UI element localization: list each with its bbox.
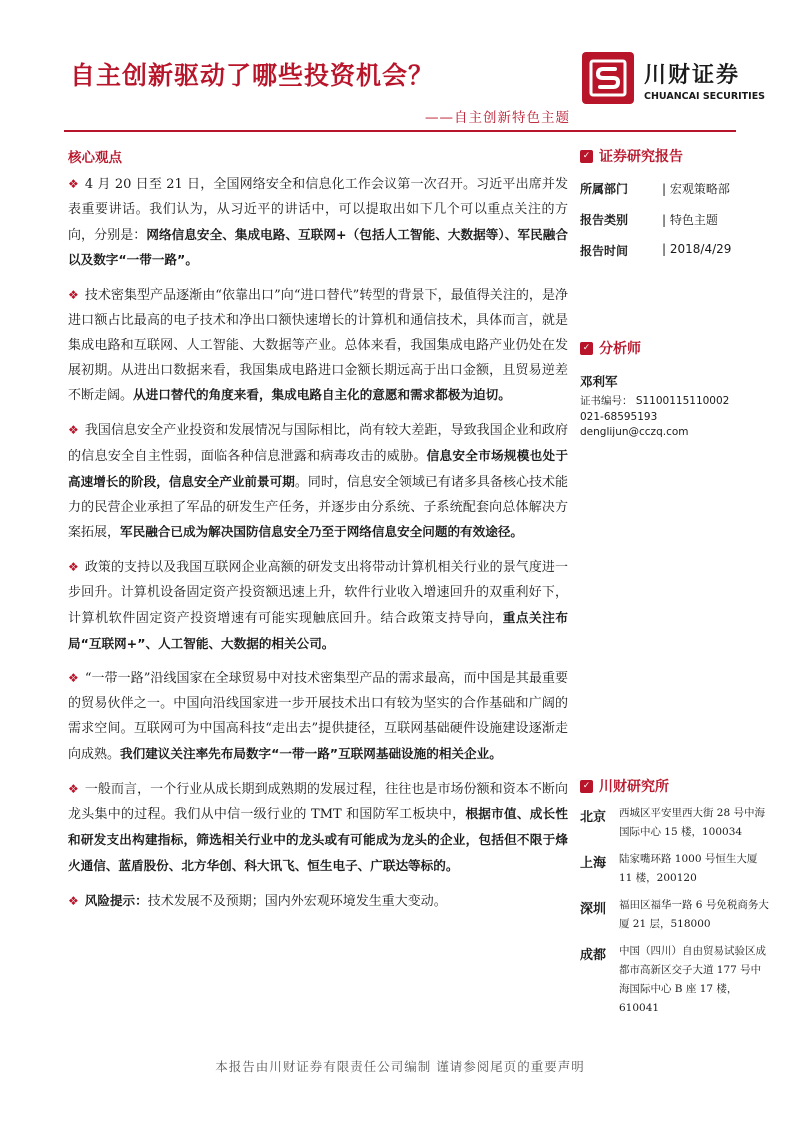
office-address: 陆家嘴环路 1000 号恒生大厦 11 楼，200120 bbox=[618, 853, 758, 884]
viewpoint-paragraph bbox=[68, 555, 568, 657]
info-value: | 特色主题 bbox=[662, 213, 718, 227]
info-value: | 宏观策略部 bbox=[662, 182, 730, 196]
report-title: 自主创新驱动了哪些投资机会？ bbox=[70, 61, 435, 90]
analyst-email[interactable]: denglijun@cczq.com bbox=[580, 426, 689, 438]
office-address: 福田区福华一路 6 号免税商务大厦 21 层，518000 bbox=[618, 899, 769, 930]
paragraph-emphasis: 重点关注布局“互联网+”、人工智能、大数据的相关公司 bbox=[68, 609, 568, 651]
paragraph-emphasis: 根据市值、成长性和研发支出构建指标，筛选相关行业中的龙头或有可能成为龙头的企业，包括但不限于烽火通信、蓝盾股份、北方华创、科大讯飞、恒生电子、广联达等标的 bbox=[68, 806, 569, 873]
analyst-panel bbox=[580, 338, 740, 438]
report-subtitle: ——自主创新特色主题 bbox=[425, 110, 570, 126]
risk-label: 风险提示： bbox=[84, 892, 148, 908]
info-key: 所属部门 bbox=[580, 182, 629, 196]
logo-name-en: CHUANCAI SECURITIES bbox=[644, 91, 766, 102]
report-info-title: 证券研究报告 bbox=[599, 149, 683, 165]
analyst-phone: 021-68595193 bbox=[580, 411, 658, 423]
paragraph-emphasis: 信息安全市场规模也处于高速增长的阶段，信息安全产业前景可期 bbox=[68, 447, 568, 489]
company-logo bbox=[582, 52, 772, 112]
viewpoint-paragraph bbox=[68, 777, 568, 880]
diamond-bullet-icon: ❖ bbox=[68, 560, 79, 575]
checkmark-box-icon: ✓ bbox=[580, 780, 593, 793]
diamond-bullet-icon: ❖ bbox=[68, 781, 79, 796]
info-row-date bbox=[580, 242, 740, 259]
info-value: | 2018/4/29 bbox=[662, 242, 732, 256]
institute-panel bbox=[580, 776, 770, 1018]
diamond-bullet-icon: ❖ bbox=[68, 893, 79, 908]
info-key: 报告时间 bbox=[580, 244, 629, 258]
office-city: 上海 bbox=[580, 856, 607, 871]
paragraph-text: 。 bbox=[321, 635, 335, 651]
office-shanghai bbox=[580, 850, 770, 888]
header-rule bbox=[64, 130, 736, 132]
checkmark-box-icon: ✓ bbox=[580, 150, 593, 163]
institute-title: 川财研究所 bbox=[599, 779, 669, 795]
analyst-name: 邓利军 bbox=[580, 374, 618, 389]
paragraph-text: 。 bbox=[489, 745, 502, 761]
info-key: 报告类别 bbox=[580, 213, 629, 227]
diamond-bullet-icon: ❖ bbox=[68, 177, 79, 191]
paragraph-text: 我国信息安全产业投资和发展情况与国际相比，尚有较大差距，导致我国企业和政府的信息安全自主性弱，面临各种信息泄露和病毒攻击的威胁。 bbox=[68, 423, 568, 464]
info-row-department bbox=[580, 180, 740, 197]
analyst-heading bbox=[580, 338, 740, 358]
info-row-category bbox=[580, 211, 740, 228]
viewpoint-paragraph bbox=[68, 666, 568, 767]
paragraph-emphasis: 军民融合已成为解决国防信息安全乃至于网络信息安全问题的有效途径 bbox=[120, 524, 511, 540]
paragraph-emphasis: 网络信息安全、集成电路、互联网+（包括人工智能、大数据等）、军民融合以及数字“一带一路” bbox=[68, 226, 568, 268]
logo-name-cn: 川财证券 bbox=[644, 63, 741, 88]
report-info-panel bbox=[580, 146, 740, 259]
office-city: 成都 bbox=[580, 948, 607, 963]
paragraph-text: 。同时，信息安全领域已有诸多具备核心技术能力的民营企业承担了军品的研发生产任务，并逐步由分系统、子系统配套向总体解决方案拓展， bbox=[68, 474, 568, 541]
paragraph-emphasis: 我们建议关注率先布局数字“一带一路”互联网基础设施的相关企业 bbox=[120, 745, 490, 761]
report-info-heading bbox=[580, 146, 740, 166]
diamond-bullet-icon: ❖ bbox=[68, 671, 79, 686]
paragraph-text: 技术密集型产品逐渐由“依靠出口”向“进口替代”转型的背景下，最值得关注的，是净进口额占比最高的电子技术和净出口额快速增长的计算机和通信技术，具体而言，就是集成电路和互联网、人工智能、大数据等产业。总体来看，我国集成电路产业仍处在发展初期。从进出口数据来看，我国集成电路进口金额长期远高于出口金额，且贸易逆差不断走阔。 bbox=[68, 288, 568, 404]
paragraph-text: 一般而言，一个行业从成长期到成熟期的发展过程，往往也是市场份额和资本不断向龙头集中的过程。我们从中信一级行业的 TMT 和国防军工板块中， bbox=[68, 781, 568, 823]
paragraph-text: 4 月 20 日至 21 日，全国网络安全和信息化工作会议第一次召开。习近平出席并发表重要讲话。我们认为，从习近平的讲话中，可以提取出如下几个可以重点关注的方向，分别是： bbox=[68, 177, 568, 243]
paragraph-text: 政策的支持以及我国互联网企业高额的研发支出将带动计算机相关行业的景气度进一步回升。计算机设备固定资产投资额迅速上升，软件行业收入增速回升的双重利好下，计算机软件固定资产投资增速有可能实现触底回升。结合政策支持导向， bbox=[68, 560, 568, 626]
office-chengdu bbox=[580, 942, 770, 1018]
paragraph-text: 技术发展不及预期；国内外宏观环境发生重大变动。 bbox=[147, 893, 447, 909]
paragraph-text: 。 bbox=[498, 387, 511, 403]
analyst-cert: 证书编号： S1100115110002 bbox=[580, 395, 730, 407]
office-address: 西城区平安里西大街 28 号中海国际中心 15 楼，100034 bbox=[618, 807, 766, 838]
office-city: 北京 bbox=[580, 810, 607, 825]
risk-warning-paragraph bbox=[68, 889, 568, 915]
viewpoint-paragraph bbox=[68, 418, 568, 546]
office-address: 中国（四川）自由贸易试验区成都市高新区交子大道 177 号中海国际中心 B 座 17 楼，610041 bbox=[618, 945, 766, 1014]
office-beijing bbox=[580, 804, 770, 842]
diamond-bullet-icon: ❖ bbox=[68, 423, 79, 438]
institute-heading bbox=[580, 776, 770, 796]
paragraph-text: 。 bbox=[510, 524, 524, 540]
paragraph-text: 。 bbox=[445, 857, 459, 873]
office-shenzhen bbox=[580, 896, 770, 934]
office-city: 深圳 bbox=[580, 902, 607, 917]
paragraph-text: 。 bbox=[185, 252, 198, 268]
paragraph-emphasis: 从进口替代的角度来看，集成电路自主化的意愿和需求都极为迫切 bbox=[133, 387, 499, 403]
section-title: 核心观点 bbox=[68, 150, 122, 166]
paragraph-text: “一带一路”沿线国家在全球贸易中对技术密集型产品的需求最高，而中国是其最重要的贸易伙伴之一。中国向沿线国家进一步开展技术出口有较为坚实的合作基础和广阔的需求空间。互联网可为中国高科技“走出去”提供捷径，互联网基础硬件设施建设逐渐走向成熟。 bbox=[68, 671, 568, 762]
page-footer: 本报告由川财证券有限责任公司编制 谨请参阅尾页的重要声明 bbox=[215, 1059, 585, 1074]
viewpoint-paragraph bbox=[68, 172, 568, 274]
analyst-title: 分析师 bbox=[599, 341, 641, 357]
viewpoint-paragraph bbox=[68, 283, 568, 409]
checkmark-box-icon: ✓ bbox=[580, 342, 593, 355]
diamond-bullet-icon: ❖ bbox=[68, 288, 79, 303]
logo-mark-icon bbox=[582, 52, 634, 104]
main-column bbox=[68, 146, 568, 924]
